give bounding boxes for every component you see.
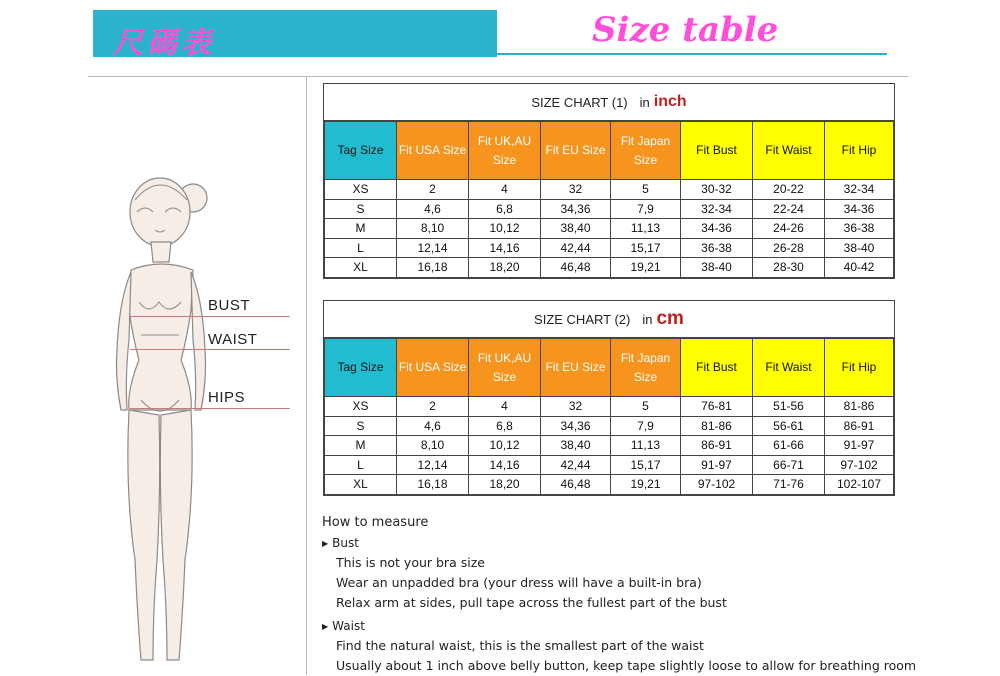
- unit-label: inch: [653, 93, 687, 110]
- table-cell: 36-38: [825, 219, 894, 239]
- header-bust: Fit Bust: [681, 339, 753, 397]
- table-cell: L: [325, 455, 397, 475]
- table-cell: XL: [325, 475, 397, 495]
- table-cell: 86-91: [681, 436, 753, 456]
- size-chart-cm: [323, 300, 895, 496]
- table-cell: 42,44: [541, 455, 611, 475]
- table-cell: 38,40: [541, 436, 611, 456]
- header-tag-size: Tag Size: [325, 339, 397, 397]
- unit-prefix: in: [639, 94, 650, 110]
- header-waist: Fit Waist: [753, 122, 825, 180]
- table-cell: 38-40: [681, 258, 753, 278]
- banner-text: 尺碼表: [113, 26, 215, 61]
- unit-label: cm: [656, 308, 684, 329]
- table-cell: 32: [541, 180, 611, 200]
- header-japan-size: Fit Japan Size: [611, 122, 681, 180]
- table-cell: 26-28: [753, 238, 825, 258]
- table-row: [325, 219, 894, 239]
- table-cell: 34,36: [541, 199, 611, 219]
- table-cell: 34-36: [681, 219, 753, 239]
- table-cell: 14,16: [469, 238, 541, 258]
- table-cell: 20-22: [753, 180, 825, 200]
- table-cell: 6,8: [469, 416, 541, 436]
- table-row: [325, 238, 894, 258]
- table-cell: 66-71: [753, 455, 825, 475]
- table-cell: 2: [397, 180, 469, 200]
- triangle-bullet-icon: ▶: [322, 622, 329, 631]
- header-hip: Fit Hip: [825, 339, 894, 397]
- header-tag-size: Tag Size: [325, 122, 397, 180]
- table-cell: 10,12: [469, 219, 541, 239]
- column-divider: [306, 76, 307, 675]
- table-cell: 38-40: [825, 238, 894, 258]
- bust-section-label: Bust: [332, 536, 359, 550]
- table-cell: 8,10: [397, 219, 469, 239]
- table-row: [325, 199, 894, 219]
- table-header-row: [325, 122, 894, 180]
- table-cell: 81-86: [825, 397, 894, 417]
- table-cell: S: [325, 199, 397, 219]
- header-usa-size: Fit USA Size: [397, 339, 469, 397]
- table-cell: M: [325, 436, 397, 456]
- waist-label: WAIST: [208, 331, 258, 348]
- table-cell: 32-34: [825, 180, 894, 200]
- unit-prefix: in: [642, 311, 653, 327]
- hips-label: HIPS: [208, 389, 246, 406]
- table-cell: XL: [325, 258, 397, 278]
- table-cell: 5: [611, 397, 681, 417]
- table-cell: 19,21: [611, 475, 681, 495]
- chart-title-text: SIZE CHART (1): [531, 94, 628, 110]
- table-cell: 91-97: [825, 436, 894, 456]
- table-cell: 42,44: [541, 238, 611, 258]
- table-cell: 7,9: [611, 416, 681, 436]
- header-banner: [93, 10, 497, 61]
- header-japan-size: Fit Japan Size: [611, 339, 681, 397]
- header-usa-size: Fit USA Size: [397, 122, 469, 180]
- table-cell: 22-24: [753, 199, 825, 219]
- table-cell: 6,8: [469, 199, 541, 219]
- table-cell: 86-91: [825, 416, 894, 436]
- table-cell: 97-102: [825, 455, 894, 475]
- table-cell: 18,20: [469, 475, 541, 495]
- size-table: [324, 121, 894, 278]
- table-cell: 32-34: [681, 199, 753, 219]
- header-hip: Fit Hip: [825, 122, 894, 180]
- table-cell: 46,48: [541, 258, 611, 278]
- table-cell: 2: [397, 397, 469, 417]
- how-to-heading: How to measure: [322, 515, 429, 530]
- table-cell: 8,10: [397, 436, 469, 456]
- header-uk-au-size: Fit UK,AU Size: [469, 122, 541, 180]
- hips-guide-line: [130, 408, 290, 409]
- triangle-bullet-icon: ▶: [322, 539, 329, 548]
- header-bust: Fit Bust: [681, 122, 753, 180]
- table-cell: 16,18: [397, 475, 469, 495]
- table-row: [325, 436, 894, 456]
- instruction-line: Find the natural waist, this is the smallest part of the waist: [336, 638, 704, 653]
- table-row: [325, 455, 894, 475]
- how-to-measure-section: [322, 515, 942, 676]
- table-cell: 28-30: [753, 258, 825, 278]
- table-cell: 18,20: [469, 258, 541, 278]
- table-cell: L: [325, 238, 397, 258]
- chart-title-text: SIZE CHART (2): [534, 311, 631, 327]
- table-cell: 97-102: [681, 475, 753, 495]
- instruction-line: Wear an unpadded bra (your dress will have a built-in bra): [336, 575, 702, 590]
- content-divider: [88, 76, 908, 77]
- header-eu-size: Fit EU Size: [541, 339, 611, 397]
- table-cell: 4,6: [397, 199, 469, 219]
- table-cell: 7,9: [611, 199, 681, 219]
- table-cell: 71-76: [753, 475, 825, 495]
- table-cell: 11,13: [611, 436, 681, 456]
- bust-section-title: [322, 536, 942, 550]
- table-cell: 51-56: [753, 397, 825, 417]
- instruction-line: Usually about 1 inch above belly button, keep tape slightly loose to allow for breathing room: [336, 658, 917, 673]
- table-cell: 102-107: [825, 475, 894, 495]
- table-cell: 91-97: [681, 455, 753, 475]
- header-eu-size: Fit EU Size: [541, 122, 611, 180]
- table-header-row: [325, 339, 894, 397]
- table-cell: 24-26: [753, 219, 825, 239]
- waist-section-title: [322, 619, 942, 633]
- table-row: [325, 416, 894, 436]
- table-cell: 61-66: [753, 436, 825, 456]
- table-cell: 11,13: [611, 219, 681, 239]
- table-cell: 16,18: [397, 258, 469, 278]
- table-cell: 4: [469, 180, 541, 200]
- size-chart-inch: [323, 83, 895, 279]
- waist-guide-line: [130, 349, 290, 350]
- table-cell: XS: [325, 397, 397, 417]
- table-cell: XS: [325, 180, 397, 200]
- table-cell: 36-38: [681, 238, 753, 258]
- header-waist: Fit Waist: [753, 339, 825, 397]
- table-cell: 14,16: [469, 455, 541, 475]
- table-cell: 30-32: [681, 180, 753, 200]
- table-cell: 10,12: [469, 436, 541, 456]
- table-row: [325, 397, 894, 417]
- table-cell: 15,17: [611, 455, 681, 475]
- header-underline: [497, 53, 887, 55]
- table-cell: 34,36: [541, 416, 611, 436]
- table-row: [325, 258, 894, 278]
- table-cell: 40-42: [825, 258, 894, 278]
- table-cell: 34-36: [825, 199, 894, 219]
- table-row: [325, 475, 894, 495]
- table-cell: 12,14: [397, 455, 469, 475]
- table-cell: 76-81: [681, 397, 753, 417]
- table-cell: M: [325, 219, 397, 239]
- instruction-line: This is not your bra size: [336, 555, 485, 570]
- chart-title: [324, 301, 894, 338]
- table-row: [325, 180, 894, 200]
- table-cell: 19,21: [611, 258, 681, 278]
- bust-label: BUST: [208, 297, 251, 314]
- table-cell: 46,48: [541, 475, 611, 495]
- waist-section-label: Waist: [332, 619, 365, 633]
- header-uk-au-size: Fit UK,AU Size: [469, 339, 541, 397]
- size-table: [324, 338, 894, 495]
- table-cell: S: [325, 416, 397, 436]
- table-cell: 32: [541, 397, 611, 417]
- table-cell: 4,6: [397, 416, 469, 436]
- table-cell: 5: [611, 180, 681, 200]
- table-cell: 12,14: [397, 238, 469, 258]
- chart-title: [324, 84, 894, 121]
- table-cell: 4: [469, 397, 541, 417]
- instruction-line: Relax arm at sides, pull tape across the fullest part of the bust: [336, 595, 727, 610]
- table-cell: 15,17: [611, 238, 681, 258]
- body-figure-illustration: [95, 160, 295, 675]
- table-cell: 56-61: [753, 416, 825, 436]
- bust-guide-line: [130, 316, 290, 317]
- page-title: Size table: [592, 10, 779, 50]
- table-cell: 38,40: [541, 219, 611, 239]
- table-cell: 81-86: [681, 416, 753, 436]
